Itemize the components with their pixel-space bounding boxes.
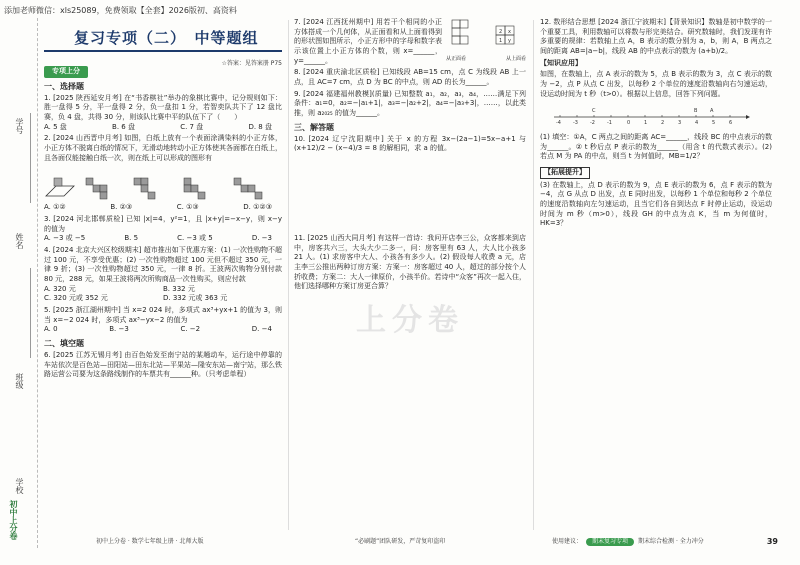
question-3: 3. [2024 河北邯郸质检] 已知 |x|=4，y²=1，且 |x+y|=−x−y，则 x−y 的值为 A. −3 或 −5 B. 5 C. −3 或 5 D. −3: [44, 214, 282, 243]
column-right: [540, 18, 772, 231]
svg-text:x: x: [508, 29, 511, 35]
margin-label-school: 学校: [15, 478, 25, 494]
page-title: 复习专项（二） 中等题组: [74, 29, 259, 47]
section-heading-answer: 三、解答题: [294, 122, 334, 132]
question-2: 2. [2024 山西晋中月考] 如图，白纸上放有一个表面涂满染料的小正方体，小正方体不脱离白纸的情况下，无滑动地转动小正方体使其各面都在白纸上，且各面仅能接触白纸一次，则在纸上可以形成的图形有 A. ①② B. ②③ C. ①③ D. ①②③: [44, 134, 282, 212]
q7-views: 2 x 1 y 从正面看 从上面看: [446, 18, 526, 66]
question-7: 7. [2024 江西抚州期中] 用若干个相同的小正方体搭成一个几何体，从正面看和从上面看得到的形状图如图所示，小正方形中的字母和数字表示该位置上小正方体的个数，则 x=______，y=______。 2 x 1 y 从正面看 从上面看: [294, 18, 526, 65]
title-bar: [44, 26, 282, 67]
watermark-text: 添加老师微信：xls25089，免费领取【全套】2026版初、高资料: [4, 6, 237, 15]
knowledge-tag: 【知识应用】: [540, 58, 582, 67]
column-middle: [294, 18, 526, 341]
margin-label-school-no: 学号: [15, 118, 25, 134]
section-tag: 专项上分: [44, 66, 88, 78]
question-6: 6. [2025 江苏无锡月考] 由百色始发至南宁站的某趟动车，运行途中停靠的车站依次是百色站—田阳站—田东北站—平果站—隆安东站—南宁站，那么铁路运营公司要为这条路线制作的车票共有______种。（只考虑单程）: [44, 350, 282, 379]
question-12-extend: (3) 在数轴上，点 D 表示的数为 9，点 E 表示的数为 6，点 F 表示的数为 −4，点 G 从点 D 出发，点 E 同时出发，以每秒 1 个单位和每秒 2 个单位的速度沿数轴向左匀速运动，且当它们各自到达点 F 时停止运动，设运动时间为 m 秒（m>0），线段 GH 的中点为点 K，当 m 为何值时，HK=3？: [540, 180, 772, 228]
number-line-figure: [550, 103, 750, 125]
footer-left: 初中上分卷 · 数学七年级上册 · 北师大版: [96, 538, 204, 545]
question-12: 12. 数形结合思想 [2024 浙江宁波期末]【背景知识】数轴是初中数学的一个重要工具，利用数轴可以将数与形完美结合。研究数轴时，我们发现有许多重要的规律：若数轴上点 A，B 表示的数分别为 a，b，则 A，B 两点之间的距离 AB=|a−b|，线段 AB 的中点表示的数为 (a+b)/2。: [540, 18, 772, 55]
question-11: 11. [2025 山西大同月考] 有这样一首诗：我问开店李三公，众客都来到店中，房客共六三，大头大少二多一，问：房客里有 63 人，大人比小孩多 21 人。(1) 求房客中大人、小孩各有多少人。(2) 假设每人收费 a 元，店主李三公推出两种订房方案：方案一：房客超过 40 人，超过的部分按个人折收费；方案二：大人一律原价，小孩半价。若诗中“众客”再次一起入住，他们选择哪种方案订房更合算？: [294, 233, 526, 291]
side-brand-badge: 初中上分卷: [9, 500, 19, 540]
cube-figures: [44, 168, 274, 200]
column-left: [44, 18, 282, 382]
svg-text:2: 2: [499, 29, 503, 35]
question-8: 8. [2024 重庆渝北区质检] 已知线段 AB=15 cm，点 C 为线段 AB 上一点，且 AC=7 cm，点 D 为 BC 的中点，则 AD 的长为______。: [294, 68, 526, 86]
margin-label-class: 班级: [15, 373, 25, 389]
svg-text:CBA: C B A: [592, 108, 714, 115]
extend-tag: 【拓展提升】: [540, 167, 590, 179]
question-5: 5. [2025 浙江湖州期中] 当 x=2 024 时，多项式 ax³+yx+1 的值为 3，则当 x=−2 024 时，多项式 ax³−yx−2 的值为 A. 0 B. −3 C. −2 D. −4: [44, 305, 282, 334]
footer-center: “必刷题”团队研发，严苛复印盗印: [355, 538, 446, 545]
question-1: 1. [2025 陕西延安月考] 在“书香棋社”举办的象棋比赛中，记分规则如下：胜一盘得 5 分，平一盘得 2 分，负一盘扣 1 分，若智奕队共下了 12 盘比赛，负 4 盘，共得 30 分，则该队比赛中平的队伍下了（ ） A. 5 盘 B. 6 盘 C. 7 盘 D. 8 盘: [44, 93, 282, 131]
question-4: 4. [2024 北京大兴区校级期末] 超市推出如下优惠方案：(1) 一次性购物不超过 100 元，不享受优惠；(2) 一次性购物超过 100 元但不超过 350 元，一律 9 折；(3) 一次性购物超过 350 元，一律 8 折。王波两次购物分别付款 80 元，288 元，如果王波将两次所购商品一次性购买，则应付款 A. 320 元 B. 332 元 C. 320 元或 352 元 D. 332 元或 363 元: [44, 245, 282, 303]
page-number: 39: [766, 537, 778, 546]
footer-right: 使用建议： 期末复习专项 期末综合检测 · 全力冲分: [552, 538, 704, 545]
question-10: 10. [2024 辽宁沈阳期中] 关于 x 的方程 3x−(2a−1)=5x−a+1 与 (x+12)/2 − (x−4)/3 = 8 的解相同，求 a 的值。: [294, 134, 526, 153]
number-line: [550, 103, 772, 129]
question-12-body: 如图，在数轴上，点 A 表示的数为 5，点 B 表示的数为 3，点 C 表示的数为 −2，点 P 从点 C 出发，以每秒 2 个单位的速度沿数轴向右匀速运动，设运动时间为 t 秒（t>0）。根据以上信息，回答下列问题。: [540, 70, 772, 98]
question-9: 9. [2024 福建福州教模](质量) 已知整数 a₁，a₂，a₃，a₄，……满足下列条件：a₁=0，a₂=−|a₁+1|，a₃=−|a₂+2|，a₄=−|a₃+3|，……，以此类推，则 a₂₀₂₅ 的值为______。: [294, 89, 526, 117]
section-heading-fill: 二、填空题: [44, 338, 84, 348]
section-heading-choice: 一、选择题: [44, 81, 84, 91]
q7-view-figures: [446, 18, 526, 52]
svg-text:y: y: [508, 38, 511, 44]
cube-net-figures: [44, 166, 282, 200]
svg-text:1: 1: [499, 38, 503, 44]
svg-text:-4-3-2-10123456: -4 -3 -2 -1 0 1 2 3 4 5 6: [556, 120, 733, 126]
answer-note: ☆答案：见答案册 P75: [221, 60, 282, 67]
binding-margin: [0, 18, 38, 548]
question-12-parts: (1) 填空：①A，C 两点之间的距离 AC=______，线段 BC 的中点表示的数为______。② t 秒后点 P 表示的数为______（用含 t 的代数式表示）。(2) 若点 M 为 PA 的中点，则当 t 为何值时，MB=1/2？: [540, 132, 772, 161]
margin-label-name: 姓名: [15, 233, 25, 249]
watermark-stamp: 上分卷: [356, 302, 464, 338]
